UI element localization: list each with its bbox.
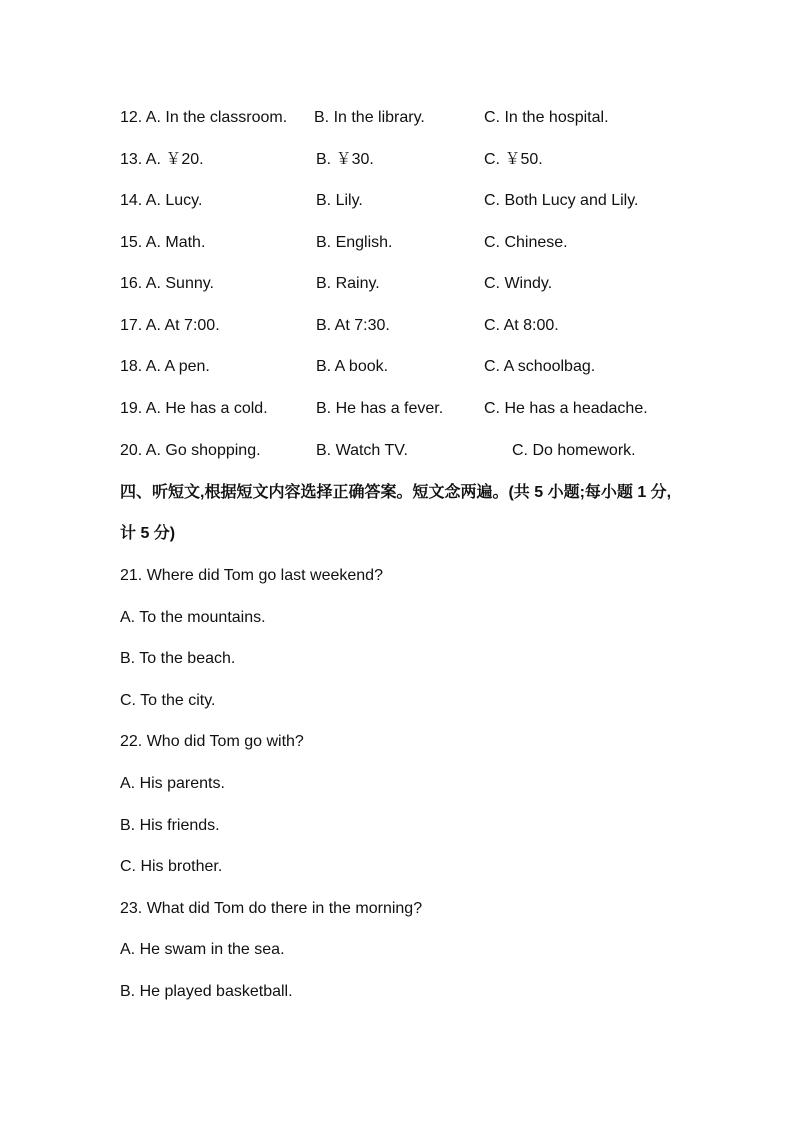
option-a: 16. A. Sunny. <box>120 275 214 292</box>
question-22-option-a: A. His parents. <box>120 775 225 792</box>
option-b: B. Rainy. <box>316 275 380 292</box>
option-c: C. Do homework. <box>512 442 636 459</box>
section-four-title: 四、听短文,根据短文内容选择正确答案。短文念两遍。(共 5 小题;每小题 1 分, <box>120 484 672 501</box>
question-23-option-a: A. He swam in the sea. <box>120 941 285 958</box>
question-21-option-c: C. To the city. <box>120 692 216 709</box>
question-22-option-c: C. His brother. <box>120 858 223 875</box>
option-a: 20. A. Go shopping. <box>120 442 261 459</box>
option-c: C. At 8:00. <box>484 317 559 334</box>
option-b: B. In the library. <box>314 109 425 126</box>
option-c: C. A schoolbag. <box>484 358 596 375</box>
option-a: 14. A. Lucy. <box>120 192 203 209</box>
option-b: B. ￥30. <box>316 151 374 168</box>
option-a: 17. A. At 7:00. <box>120 317 220 334</box>
question-22: 22. Who did Tom go with? <box>120 733 304 750</box>
option-b: B. A book. <box>316 358 389 375</box>
option-a: 18. A. A pen. <box>120 358 210 375</box>
question-21-option-b: B. To the beach. <box>120 650 236 667</box>
option-c: C. ￥50. <box>484 151 543 168</box>
option-c: C. In the hospital. <box>484 109 609 126</box>
question-21: 21. Where did Tom go last weekend? <box>120 567 383 584</box>
option-b: B. He has a fever. <box>316 400 444 417</box>
option-c: C. Windy. <box>484 275 553 292</box>
option-a: 12. A. In the classroom. <box>120 109 288 126</box>
section-four-title-cont: 计 5 分) <box>120 525 176 542</box>
question-23: 23. What did Tom do there in the morning? <box>120 900 423 917</box>
option-b: B. At 7:30. <box>316 317 390 334</box>
option-a: 15. A. Math. <box>120 234 206 251</box>
option-c: C. He has a headache. <box>484 400 648 417</box>
option-c: C. Both Lucy and Lily. <box>484 192 639 209</box>
question-22-option-b: B. His friends. <box>120 817 220 834</box>
question-21-option-a: A. To the mountains. <box>120 609 266 626</box>
question-23-option-b: B. He played basketball. <box>120 983 293 1000</box>
option-a: 19. A. He has a cold. <box>120 400 268 417</box>
option-b: B. Watch TV. <box>316 442 408 459</box>
option-b: B. Lily. <box>316 192 363 209</box>
option-b: B. English. <box>316 234 393 251</box>
option-c: C. Chinese. <box>484 234 568 251</box>
option-a: 13. A. ￥20. <box>120 151 204 168</box>
